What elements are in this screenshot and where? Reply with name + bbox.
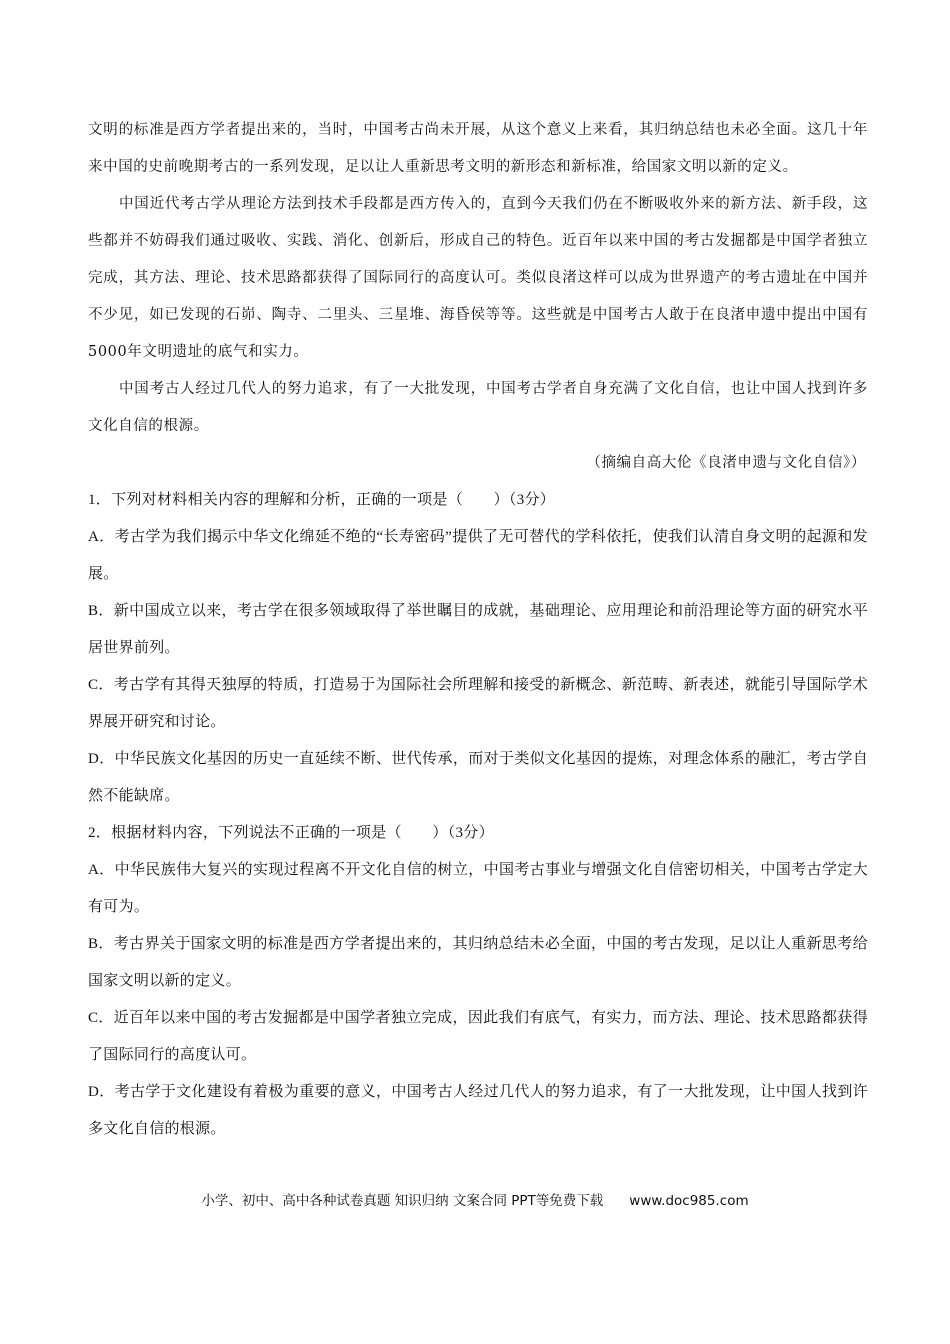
question-option-a: A．考古学为我们揭示中华文化绵延不绝的“长寿密码”提供了无可替代的学科依托，使我们认清自身文明的起源和发展。 <box>88 529 868 582</box>
question-stem: 1．下列对材料相关内容的理解和分析，正确的一项是（ ）（3分） <box>88 492 556 508</box>
question-1 <box>88 482 868 815</box>
article-paragraph-1: 文明的标准是西方学者提出来的，当时，中国考古尚未开展，从这个意义上来看，其归纳总结也未必全面。这几十年来中国的史前晚期考古的一系列发现，足以让人重新思考文明的新形态和新标准，给国家文明以新的定义。 <box>88 122 868 175</box>
question-option-c: C．近百年以来中国的考古发掘都是中国学者独立完成，因此我们有底气，有实力，而方法、理论、技术思路都获得了国际同行的高度认可。 <box>88 1010 868 1063</box>
question-option-c: C．考古学有其得天独厚的特质，打造易于为国际社会所理解和接受的新概念、新范畴、新表述，就能引导国际学术界展开研究和讨论。 <box>88 677 868 730</box>
question-option-d: D．考古学于文化建设有着极为重要的意义，中国考古人经过几代人的努力追求，有了一大批发现，让中国人找到许多文化自信的根源。 <box>88 1084 868 1137</box>
question-option-a: A．中华民族伟大复兴的实现过程离不开文化自信的树立，中国考古事业与增强文化自信密切相关，中国考古学定大有可为。 <box>88 862 868 915</box>
question-2 <box>88 815 868 1148</box>
footer-text: 小学、初中、高中各种试卷真题 知识归纳 文案合同 PPT等免费下载 <box>201 1193 604 1209</box>
article-paragraph-2: 中国近代考古学从理论方法到技术手段都是西方传入的，直到今天我们仍在不断吸收外来的新方法、新手段，这些都并不妨碍我们通过吸收、实践、消化、创新后，形成自己的特色。近百年以来中国的考古发掘都是中国学者独立完成，其方法、理论、技术思路都获得了国际同行的高度认可。类似良渚这样可以成为世界遗产的考古遗址在中国并不少见，如已发现的石峁、陶寺、二里头、三星堆、海昏侯等等。这些就是中国考古人敢于在良渚申遗中提出中国有5000年文明遗址的底气和实力。 <box>88 196 868 360</box>
article-source: （摘编自高大伦《良渚申遗与文化自信》） <box>586 455 866 471</box>
question-stem: 2．根据材料内容，下列说法不正确的一项是（ ）（3分） <box>88 825 494 841</box>
question-option-b: B．考古界关于国家文明的标准是西方学者提出来的，其归纳总结未必全面，中国的考古发现，足以让人重新思考给国家文明以新的定义。 <box>88 936 868 989</box>
article-paragraph-3: 中国考古人经过几代人的努力追求，有了一大批发现，中国考古学者自身充满了文化自信，也让中国人找到许多文化自信的根源。 <box>88 381 868 434</box>
question-option-d: D．中华民族文化基因的历史一直延续不断、世代传承，而对于类似文化基因的提炼，对理念体系的融汇，考古学自然不能缺席。 <box>88 751 868 804</box>
question-option-b: B．新中国成立以来，考古学在很多领域取得了举世瞩目的成就，基础理论、应用理论和前沿理论等方面的研究水平居世界前列。 <box>88 603 868 656</box>
footer-site-link[interactable]: www.doc985.com <box>629 1193 749 1209</box>
document-body <box>88 112 868 1148</box>
page-footer <box>0 1189 950 1209</box>
